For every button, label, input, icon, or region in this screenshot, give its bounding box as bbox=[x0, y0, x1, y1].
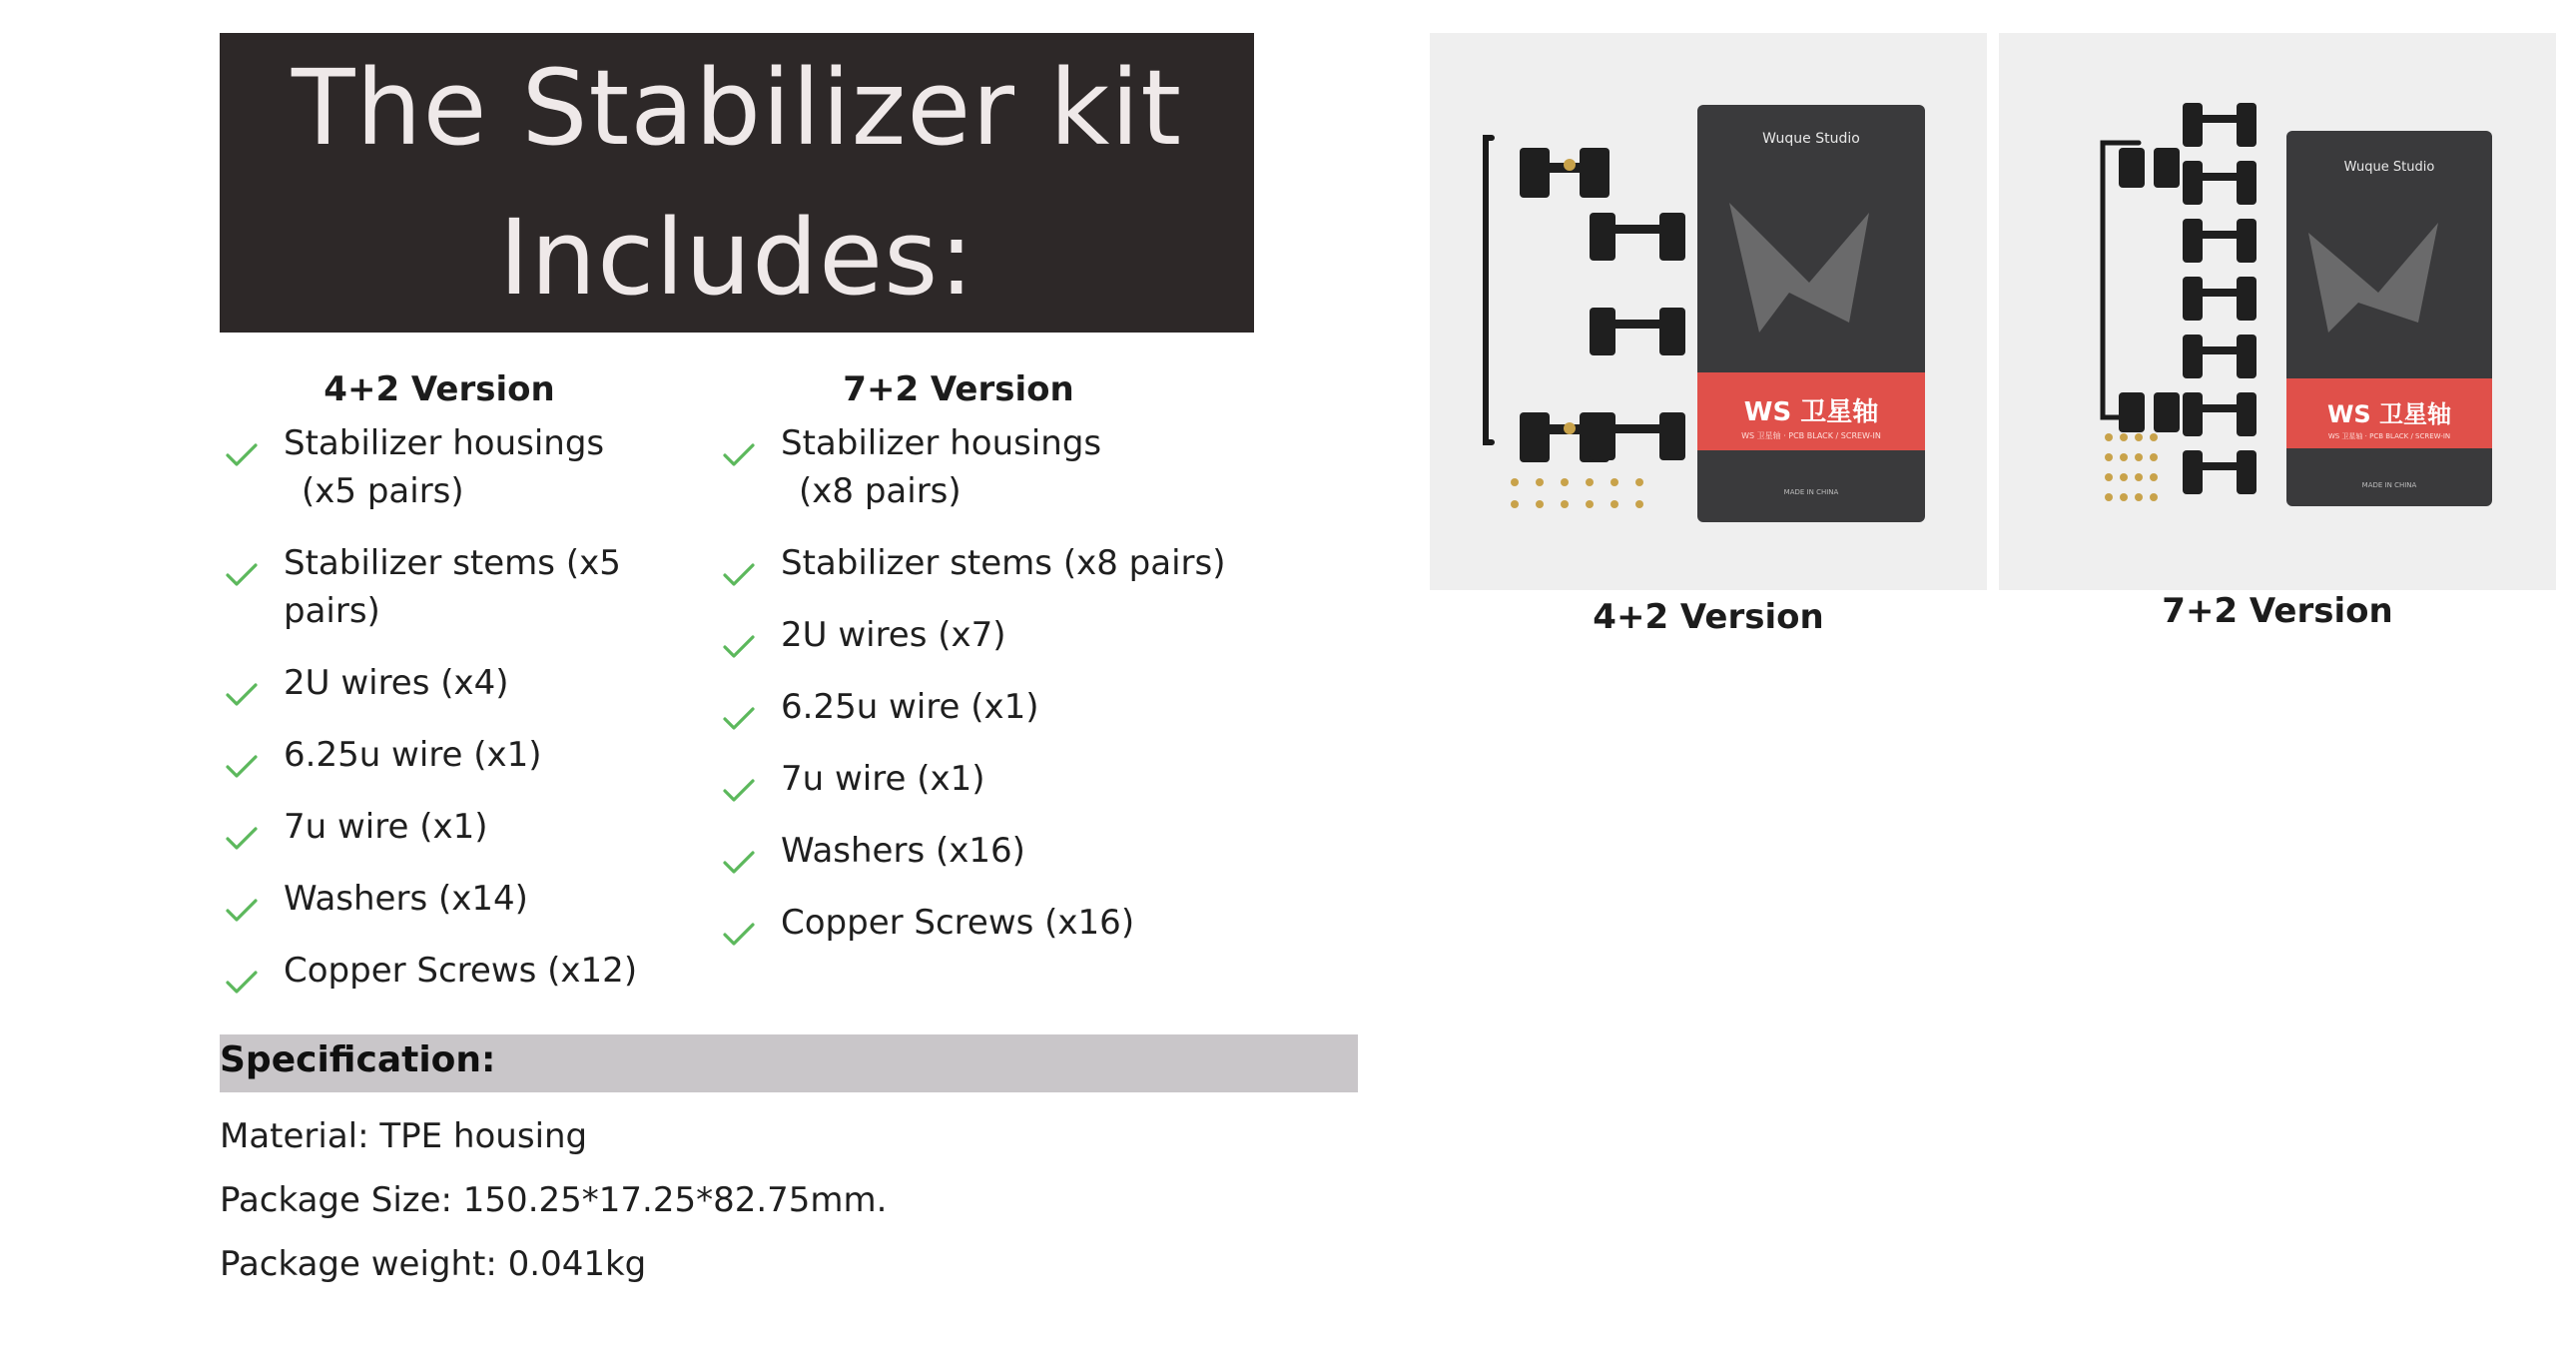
item-label-cont: (x8 pairs) bbox=[799, 471, 962, 511]
stabilizer-kit-4-2-illustration bbox=[1430, 33, 1987, 590]
item-label: Copper Screws (x12) bbox=[284, 951, 638, 991]
title-line-1: The Stabilizer kit bbox=[292, 47, 1182, 169]
title-banner bbox=[220, 33, 1254, 333]
product-photo-4-2 bbox=[1430, 33, 1987, 590]
item-label: 7u wire (x1) bbox=[781, 759, 985, 799]
check-icon bbox=[224, 557, 260, 593]
item-label: 2U wires (x4) bbox=[284, 663, 509, 703]
check-icon bbox=[721, 557, 757, 593]
check-icon bbox=[721, 845, 757, 881]
item-label-cont: (x5 pairs) bbox=[302, 471, 464, 511]
box-made-in: MADE IN CHINA bbox=[2361, 481, 2417, 489]
box-label: WS 卫星轴 bbox=[2326, 400, 2452, 428]
check-icon bbox=[721, 629, 757, 665]
item-label: 2U wires (x7) bbox=[781, 615, 1006, 655]
check-icon bbox=[721, 701, 757, 737]
check-icon bbox=[224, 821, 260, 857]
box-brand: Wuque Studio bbox=[2343, 160, 2435, 175]
box-made-in: MADE IN CHINA bbox=[1783, 488, 1839, 496]
stabilizer-kit-7-2-illustration bbox=[1999, 33, 2556, 590]
item-label: Stabilizer stems (x5 bbox=[284, 543, 621, 583]
photo-caption-7-2: 7+2 Version bbox=[2162, 591, 2393, 631]
box-brand: Wuque Studio bbox=[1762, 131, 1860, 147]
box-sublabel: WS 卫星轴 · PCB BLACK / SCREW-IN bbox=[1741, 431, 1881, 440]
product-photo-7-2 bbox=[1999, 33, 2556, 590]
specification-header bbox=[220, 1034, 1358, 1092]
check-icon bbox=[721, 773, 757, 809]
check-icon bbox=[721, 917, 757, 953]
spec-package-weight: Package weight: 0.041kg bbox=[220, 1244, 647, 1284]
version-4-2-heading: 4+2 Version bbox=[323, 369, 555, 409]
spec-package-size: Package Size: 150.25*17.25*82.75mm. bbox=[220, 1180, 888, 1220]
item-label: Stabilizer housings bbox=[781, 423, 1102, 463]
item-label: Stabilizer housings bbox=[284, 423, 605, 463]
box-label: WS 卫星轴 bbox=[1743, 397, 1879, 427]
check-icon bbox=[224, 677, 260, 713]
version-7-2-heading: 7+2 Version bbox=[843, 369, 1074, 409]
check-icon bbox=[224, 965, 260, 1001]
check-icon bbox=[224, 893, 260, 929]
title-line-2: Includes: bbox=[498, 197, 975, 319]
item-label: Stabilizer stems (x8 pairs) bbox=[781, 543, 1226, 583]
item-label: Washers (x14) bbox=[284, 879, 528, 919]
item-label: 6.25u wire (x1) bbox=[284, 735, 542, 775]
item-label: 6.25u wire (x1) bbox=[781, 687, 1039, 727]
specification-title: Specification: bbox=[220, 1039, 496, 1080]
check-icon bbox=[721, 437, 757, 473]
item-label: Copper Screws (x16) bbox=[781, 903, 1135, 943]
item-label: 7u wire (x1) bbox=[284, 807, 488, 847]
spec-material: Material: TPE housing bbox=[220, 1116, 588, 1156]
check-icon bbox=[224, 437, 260, 473]
photo-caption-4-2: 4+2 Version bbox=[1593, 597, 1824, 637]
item-label-cont: pairs) bbox=[284, 591, 380, 631]
check-icon bbox=[224, 749, 260, 785]
box-sublabel: WS 卫星轴 · PCB BLACK / SCREW-IN bbox=[2327, 432, 2451, 440]
item-label: Washers (x16) bbox=[781, 831, 1025, 871]
